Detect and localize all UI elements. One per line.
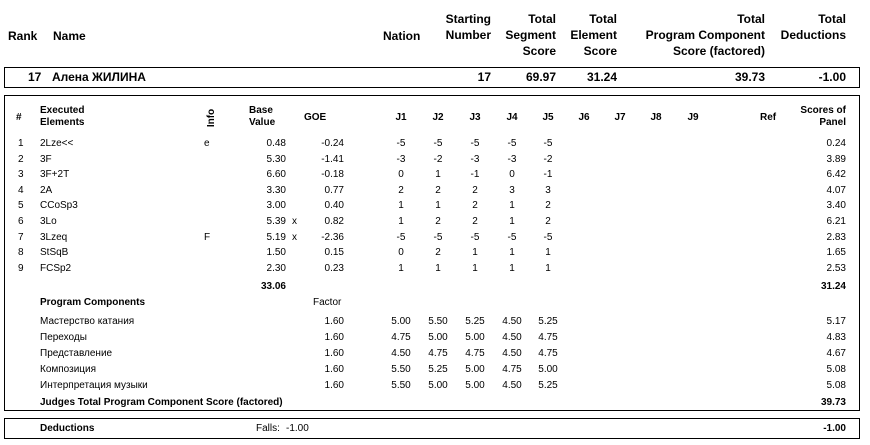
judge-2-mark: 5.25 [428,364,448,375]
deductions-total: -1.00 [823,423,846,434]
judge-3-goe: 1 [472,262,478,274]
element-goe: 0.77 [324,184,344,196]
judge-4-goe: -5 [507,138,517,149]
judge-3-mark: 5.00 [465,380,485,391]
element-goe: -0.18 [321,169,344,181]
judge-2-mark: 4.75 [428,348,448,359]
judge-3-goe: -3 [470,153,480,165]
judge-4-mark: 4.75 [502,364,522,375]
judge-4-mark: 4.50 [502,332,522,343]
col-judge-8: J8 [650,112,662,123]
judge-4-goe: 1 [509,247,515,259]
element-bonus-mark: x [292,231,297,243]
element-base-value: 3.30 [266,184,286,196]
judge-3-mark: 5.00 [465,364,485,375]
judge-3-goe: 2 [472,216,478,227]
judge-2-goe: 1 [435,262,441,274]
element-goe: 0.40 [324,200,344,212]
col-judge-1: J1 [395,112,407,123]
component-score: 4.67 [826,348,846,359]
judge-2-goe: -5 [433,138,443,149]
judge-4-goe: -5 [507,231,517,243]
judge-3-mark: 5.25 [465,316,485,327]
judge-1-goe: 2 [398,184,404,196]
component-score: 5.17 [826,316,846,327]
element-number: 8 [18,247,24,259]
judge-1-goe: 1 [398,216,404,227]
element-goe: -0.24 [321,138,344,149]
component-factor: 1.60 [324,380,344,391]
judge-1-mark: 4.75 [391,332,411,343]
judge-4-mark: 4.50 [502,316,522,327]
col-judge-9: J9 [687,112,699,123]
judge-5-mark: 5.00 [538,364,558,375]
judge-3-goe: -5 [470,231,480,243]
falls-value: -1.00 [286,423,309,434]
component-name: Композиция [40,364,97,375]
judge-5-goe: 1 [545,247,551,259]
col-judge-2: J2 [432,112,444,123]
judge-1-mark: 4.50 [391,348,411,359]
judge-2-mark: 5.00 [428,332,448,343]
element-name: 2Lze<< [40,138,74,149]
judge-4-goe: 1 [509,262,515,274]
judge-2-goe: -5 [433,231,443,243]
judge-4-goe: 1 [509,216,515,227]
skater-tes: 31.24 [586,70,617,84]
judge-1-goe: 1 [398,200,404,212]
col-judge-5: J5 [542,112,554,123]
element-base-value: 5.19 [266,231,286,243]
element-panel-score: 1.65 [826,247,846,259]
skater-tss: 69.97 [525,70,556,84]
judge-2-goe: 2 [435,184,441,196]
element-name: CCoSp3 [40,200,78,212]
judge-2-goe: 2 [435,247,441,259]
component-score: 5.08 [826,364,846,375]
element-panel-score: 6.21 [826,216,846,227]
col-base-value: Base Value [249,105,276,128]
component-name: Представление [40,348,113,359]
judge-5-goe: 3 [545,184,551,196]
element-goe: -2.36 [321,231,344,243]
header-tss: Total Segment Score [505,12,556,58]
judge-4-goe: -3 [507,153,517,165]
judge-5-goe: 2 [545,216,551,227]
element-number: 1 [18,138,24,149]
judge-2-mark: 5.00 [428,380,448,391]
element-name: 2A [40,184,53,196]
header-starting-number: Starting Number [445,12,491,42]
judge-5-goe: -1 [543,169,553,181]
component-factor: 1.60 [324,316,344,327]
panel-total: 31.24 [820,281,846,292]
judge-1-mark: 5.50 [391,380,411,391]
base-value-total: 33.06 [260,281,286,292]
component-name: Мастерство катания [40,316,135,327]
judge-5-goe: 1 [545,262,551,274]
header-nation: Nation [383,29,421,43]
header-pcs: Total Program Component Score (factored) [645,12,765,58]
col-judge-7: J7 [614,112,626,123]
component-factor: 1.60 [324,332,344,343]
element-panel-score: 2.53 [826,262,846,274]
element-panel-score: 4.07 [826,184,846,196]
skater-name: Алена ЖИЛИНА [52,70,146,84]
component-name: Переходы [40,332,87,343]
judge-1-mark: 5.50 [391,364,411,375]
judge-5-goe: 2 [545,200,551,212]
element-number: 2 [18,153,24,165]
col-judge-3: J3 [469,112,481,123]
element-name: FCSp2 [40,262,72,274]
judge-2-goe: 2 [435,216,441,227]
element-goe: -1.41 [321,153,344,165]
judge-5-mark: 4.75 [538,348,558,359]
element-number: 3 [18,169,24,181]
skater-deductions: -1.00 [818,70,846,84]
judge-3-mark: 4.75 [465,348,485,359]
col-scores-of-panel: Scores of Panel [800,105,846,128]
element-base-value: 5.30 [266,153,286,165]
element-panel-score: 6.42 [826,169,846,181]
judge-1-goe: -5 [396,138,406,149]
skater-starting-number: 17 [477,70,491,84]
judge-3-goe: -1 [470,169,480,181]
judge-4-goe: 1 [509,200,515,212]
judge-3-goe: 1 [472,247,478,259]
element-goe: 0.15 [324,247,344,259]
judge-5-goe: -5 [543,138,553,149]
judge-5-goe: -5 [543,231,553,243]
element-bonus-mark: x [292,216,297,227]
element-base-value: 5.39 [266,216,286,227]
element-name: 3F [40,153,52,165]
element-number: 9 [18,262,24,274]
col-num: # [16,112,22,123]
element-panel-score: 2.83 [826,231,846,243]
deductions-box [4,418,860,439]
element-goe: 0.23 [324,262,344,274]
judge-1-goe: 0 [398,169,404,181]
skater-pcs: 39.73 [734,70,765,84]
element-base-value: 0.48 [266,138,286,149]
element-name: 3F+2T [40,169,70,181]
judge-4-mark: 4.50 [502,348,522,359]
component-name: Интерпретация музыки [40,380,148,391]
header-rank: Rank [8,29,38,43]
judge-1-mark: 5.00 [391,316,411,327]
element-name: StSqB [40,247,69,259]
judge-2-goe: 1 [435,169,441,181]
factor-label: Factor [313,297,342,308]
judge-3-goe: -5 [470,138,480,149]
pcs-total: 39.73 [820,397,846,408]
judge-1-goe: 1 [398,262,404,274]
element-base-value: 3.00 [266,200,286,212]
element-info: F [204,231,211,243]
judge-2-goe: 1 [435,200,441,212]
judge-5-goe: -2 [543,153,553,165]
header-deductions: Total Deductions [780,12,846,42]
element-goe: 0.82 [324,216,344,227]
judge-2-mark: 5.50 [428,316,448,327]
header-name: Name [53,29,86,43]
judge-4-mark: 4.50 [502,380,522,391]
judge-1-goe: 0 [398,247,404,259]
pcs-total-label: Judges Total Program Component Score (factored) [40,397,283,408]
col-judge-4: J4 [506,112,518,123]
element-name: 3Lo [40,216,57,227]
header-tes: Total Element Score [570,12,617,58]
judge-3-goe: 2 [472,200,478,212]
judge-1-goe: -5 [396,231,406,243]
element-info: e [204,138,210,149]
element-name: 3Lzeq [40,231,68,243]
component-score: 4.83 [826,332,846,343]
col-goe: GOE [304,112,327,123]
col-info: Info [206,108,218,128]
judge-4-goe: 0 [509,169,515,181]
skater-rank: 17 [28,70,42,84]
element-panel-score: 3.89 [826,153,846,165]
element-number: 5 [18,200,24,212]
element-number: 7 [18,231,24,243]
element-base-value: 1.50 [266,247,286,259]
component-factor: 1.60 [324,364,344,375]
col-judge-6: J6 [578,112,590,123]
program-components-title: Program Components [40,297,146,308]
judge-5-mark: 5.25 [538,316,558,327]
judge-3-mark: 5.00 [465,332,485,343]
judge-4-goe: 3 [509,184,515,196]
element-number: 6 [18,216,24,227]
judge-2-goe: -2 [433,153,443,165]
deductions-label: Deductions [40,423,95,434]
component-factor: 1.60 [324,348,344,359]
element-panel-score: 0.24 [826,138,846,149]
component-score: 5.08 [826,380,846,391]
element-number: 4 [18,184,24,196]
judge-5-mark: 5.25 [538,380,558,391]
col-executed: Executed Elements [40,105,85,128]
col-ref: Ref [760,112,777,123]
element-base-value: 6.60 [266,169,286,181]
judge-3-goe: 2 [472,184,478,196]
judge-5-mark: 4.75 [538,332,558,343]
element-panel-score: 3.40 [826,200,846,212]
element-base-value: 2.30 [266,262,286,274]
falls-label: Falls: [256,423,280,434]
judge-1-goe: -3 [396,153,406,165]
